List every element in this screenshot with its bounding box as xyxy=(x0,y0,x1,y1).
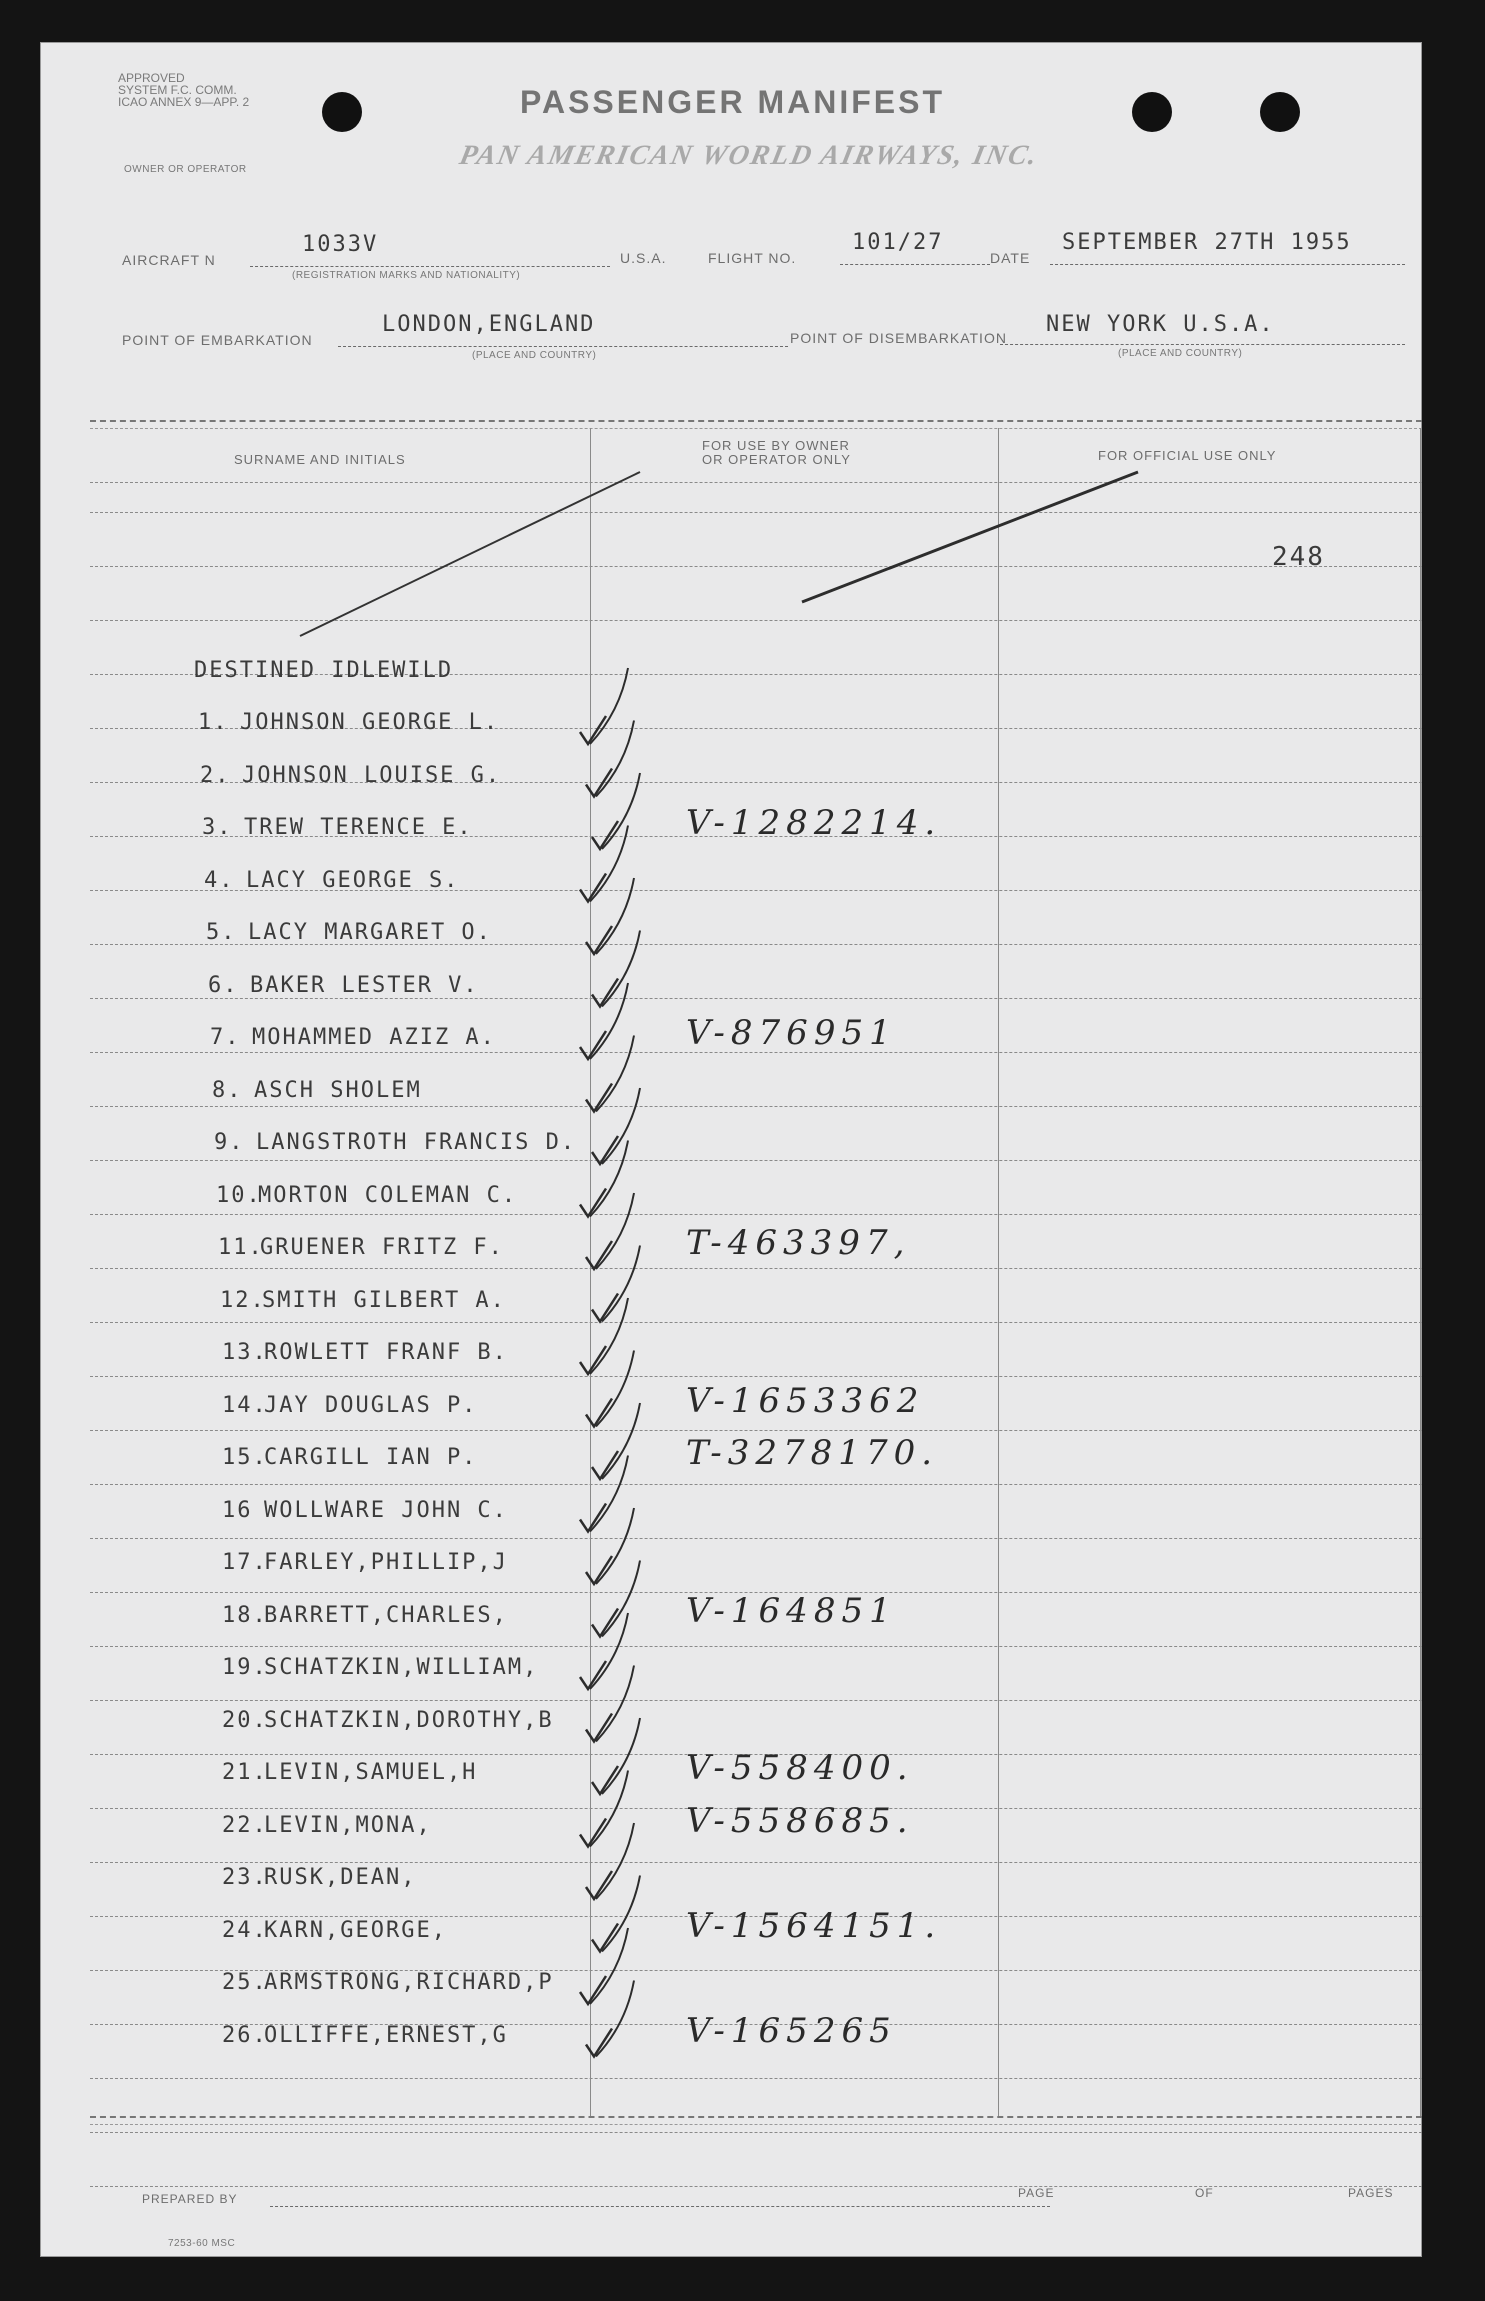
column-header-surname: SURNAME AND INITIALS xyxy=(234,452,406,467)
passenger-number: 13. xyxy=(222,1340,268,1365)
column-divider-1 xyxy=(590,428,591,2118)
aircraft-value: 1033V xyxy=(302,232,379,257)
row-rule xyxy=(90,512,1422,513)
visa-number-note: V-558400. xyxy=(686,1748,914,1788)
row-rule xyxy=(90,1646,1422,1647)
pages-label: PAGES xyxy=(1348,2186,1394,2200)
row-rule xyxy=(90,1160,1422,1161)
check-mark xyxy=(592,1609,618,1637)
date-underline xyxy=(1050,264,1405,265)
punch-hole-left xyxy=(322,92,362,132)
table-top-rule xyxy=(90,420,1422,422)
check-mark xyxy=(592,1766,618,1794)
passenger-number: 17. xyxy=(222,1550,268,1575)
row-rule xyxy=(90,2078,1422,2079)
passenger-name: FARLEY,PHILLIP,J xyxy=(264,1550,508,1575)
passenger-name: RUSK,DEAN, xyxy=(264,1865,417,1890)
header-bottom-rule xyxy=(90,482,1422,483)
pen-stroke xyxy=(596,1193,634,1269)
row-rule xyxy=(90,1484,1422,1485)
column-header-owner-1: FOR USE BY OWNER xyxy=(702,438,850,453)
passenger-number: 15. xyxy=(222,1445,268,1470)
pen-stroke xyxy=(602,1246,640,1322)
manifest-sheet xyxy=(40,42,1422,2257)
passenger-name: WOLLWARE JOHN C. xyxy=(264,1497,508,1523)
visa-number-note: V-1564151. xyxy=(686,1905,942,1946)
passenger-number: 9. xyxy=(214,1130,245,1155)
table-top-rule-2 xyxy=(90,428,1422,429)
pen-stroke xyxy=(602,931,640,1007)
check-mark xyxy=(592,821,618,849)
passenger-number: 12. xyxy=(220,1287,266,1313)
row-rule xyxy=(90,566,1422,567)
row-rule xyxy=(90,998,1422,999)
passenger-name: ROWLETT FRANF B. xyxy=(264,1340,508,1365)
destination-note: DESTINED IDLEWILD xyxy=(194,658,454,683)
column-header-owner-2: OR OPERATOR ONLY xyxy=(702,452,851,467)
passenger-number: 18. xyxy=(222,1602,268,1628)
passenger-name: SCHATZKIN,DOROTHY,B xyxy=(264,1707,554,1733)
passenger-name: LEVIN,SAMUEL,H xyxy=(264,1760,478,1785)
check-mark xyxy=(580,716,606,744)
approval-stamp xyxy=(118,72,249,108)
visa-number-note: V-164851 xyxy=(686,1590,897,1631)
punch-hole-right-1 xyxy=(1132,92,1172,132)
row-rule xyxy=(90,1376,1422,1377)
embarkation-underline xyxy=(338,346,788,347)
passenger-number: 20. xyxy=(222,1707,268,1733)
passenger-name: JAY DOUGLAS P. xyxy=(264,1392,478,1418)
check-mark xyxy=(580,1031,606,1059)
visa-number-note: V-558685. xyxy=(686,1800,914,1841)
row-rule xyxy=(90,2132,1422,2133)
country-label: U.S.A. xyxy=(620,250,667,266)
date-label: DATE xyxy=(990,250,1031,266)
passenger-number: 23. xyxy=(222,1865,268,1890)
check-mark xyxy=(580,1819,606,1847)
disembarkation-label: POINT OF DISEMBARKATION xyxy=(790,330,1007,346)
visa-number-note: V-1282214. xyxy=(686,803,942,843)
pen-stroke xyxy=(596,1036,634,1112)
pen-stroke xyxy=(590,668,628,744)
passenger-name: ASCH SHOLEM xyxy=(254,1077,422,1103)
passenger-number: 16 xyxy=(222,1497,253,1523)
passenger-name: LACY GEORGE S. xyxy=(246,867,460,893)
footer-rule-2 xyxy=(90,2124,1422,2125)
row-rule xyxy=(90,2186,1422,2187)
aircraft-underline xyxy=(250,266,610,267)
visa-number-note: V-1653362 xyxy=(686,1380,925,1421)
row-rule xyxy=(90,1430,1422,1431)
row-rule xyxy=(90,1862,1422,1863)
passenger-name: LANGSTROTH FRANCIS D. xyxy=(256,1130,577,1155)
passenger-name: BARRETT,CHARLES, xyxy=(264,1602,508,1628)
approved-line-2: SYSTEM F.C. COMM. xyxy=(118,83,237,97)
check-mark xyxy=(580,1346,606,1374)
approved-line-3: ICAO ANNEX 9—APP. 2 xyxy=(118,95,250,109)
check-mark xyxy=(580,1504,606,1532)
check-mark xyxy=(592,1294,618,1322)
check-mark xyxy=(592,1924,618,1952)
passenger-name: MORTON COLEMAN C. xyxy=(258,1182,518,1208)
disembarkation-value: NEW YORK U.S.A. xyxy=(1046,312,1275,337)
of-label: OF xyxy=(1195,2186,1214,2200)
row-rule xyxy=(90,1322,1422,1323)
visa-number-note: V-165265 xyxy=(686,2010,897,2051)
approved-line-1: APPROVED xyxy=(118,71,185,85)
check-mark xyxy=(580,874,606,902)
pen-stroke xyxy=(596,1666,634,1742)
pen-stroke xyxy=(596,1981,634,2057)
passenger-name: CARGILL IAN P. xyxy=(264,1445,478,1470)
visa-number-note: T-463397, xyxy=(686,1223,911,1263)
pen-stroke xyxy=(596,1508,634,1584)
embarkation-label: POINT OF EMBARKATION xyxy=(122,332,313,348)
official-number: 248 xyxy=(1272,542,1325,572)
row-rule xyxy=(90,1700,1422,1701)
check-marks xyxy=(580,668,640,2057)
pen-stroke xyxy=(602,1561,640,1637)
date-value: SEPTEMBER 27TH 1955 xyxy=(1062,230,1352,255)
passenger-name: ARMSTRONG,RICHARD,P xyxy=(264,1970,554,1995)
page-title: PASSENGER MANIFEST xyxy=(520,84,945,120)
pen-stroke xyxy=(602,1403,640,1479)
passenger-name: JOHNSON GEORGE L. xyxy=(240,710,500,735)
aircraft-label: AIRCRAFT N xyxy=(122,252,216,268)
passenger-name: LACY MARGARET O. xyxy=(248,920,492,945)
passenger-number: 19. xyxy=(222,1655,268,1680)
disembarkation-caption: (PLACE AND COUNTRY) xyxy=(1118,348,1243,359)
column-divider-right xyxy=(1420,428,1421,2118)
passenger-name: SCHATZKIN,WILLIAM, xyxy=(264,1655,539,1680)
passenger-number: 22. xyxy=(222,1812,268,1838)
pen-stroke xyxy=(602,773,640,849)
passenger-name: JOHNSON LOUISE G. xyxy=(242,762,502,788)
passenger-name: GRUENER FRITZ F. xyxy=(260,1235,504,1260)
embarkation-caption: (PLACE AND COUNTRY) xyxy=(472,350,597,361)
passenger-number: 6. xyxy=(208,972,239,998)
pen-stroke xyxy=(590,1141,628,1217)
passenger-number: 3. xyxy=(202,815,233,840)
pen-stroke xyxy=(590,1298,628,1374)
row-rule xyxy=(90,1106,1422,1107)
passenger-number: 5. xyxy=(206,920,237,945)
pen-stroke xyxy=(590,1456,628,1532)
punch-hole-right-2 xyxy=(1260,92,1300,132)
passenger-number: 24. xyxy=(222,1917,268,1943)
check-mark xyxy=(592,1451,618,1479)
form-code: 7253-60 MSC xyxy=(168,2238,236,2249)
row-rule xyxy=(90,1538,1422,1539)
visa-number-note: V-876951 xyxy=(686,1013,897,1053)
footer-rule-1 xyxy=(90,2116,1422,2118)
column-header-official: FOR OFFICIAL USE ONLY xyxy=(1098,448,1277,463)
passenger-name: LEVIN,MONA, xyxy=(264,1812,432,1838)
pen-stroke xyxy=(602,1876,640,1952)
registration-caption: (REGISTRATION MARKS AND NATIONALITY) xyxy=(292,270,521,281)
pen-stroke xyxy=(590,1613,628,1689)
passenger-number: 11. xyxy=(218,1235,264,1260)
disembarkation-underline xyxy=(1000,344,1405,345)
passenger-number: 2. xyxy=(200,762,231,788)
column-divider-2 xyxy=(998,428,999,2118)
check-mark xyxy=(592,979,618,1007)
passenger-number: 14. xyxy=(222,1392,268,1418)
page-label: PAGE xyxy=(1018,2186,1055,2200)
row-rule xyxy=(90,1268,1422,1269)
check-mark xyxy=(580,1661,606,1689)
prepared-by-label: PREPARED BY xyxy=(142,2192,238,2206)
passenger-name: MOHAMMED AZIZ A. xyxy=(252,1025,496,1050)
prepared-by-line xyxy=(270,2206,1050,2207)
passenger-number: 7. xyxy=(210,1025,241,1050)
pen-stroke xyxy=(596,721,634,797)
passenger-number: 8. xyxy=(212,1077,243,1103)
visa-number-note: T-3278170. xyxy=(686,1433,939,1473)
passenger-name: OLLIFFE,ERNEST,G xyxy=(264,2022,508,2048)
airline-name: PAN AMERICAN WORLD AIRWAYS, INC. xyxy=(456,140,1042,171)
passenger-number: 25. xyxy=(222,1970,268,1995)
row-rule xyxy=(90,620,1422,621)
passenger-name: SMITH GILBERT A. xyxy=(262,1287,506,1313)
cancel-stroke-right xyxy=(802,472,1138,602)
passenger-number: 21. xyxy=(222,1760,268,1785)
check-mark xyxy=(580,1189,606,1217)
pen-stroke xyxy=(590,983,628,1059)
passenger-number: 1. xyxy=(198,710,229,735)
flight-underline xyxy=(840,264,990,265)
pen-stroke xyxy=(596,1351,634,1427)
row-rule xyxy=(90,1214,1422,1215)
passenger-name: BAKER LESTER V. xyxy=(250,972,479,998)
pen-stroke xyxy=(596,1823,634,1899)
passenger-name: KARN,GEORGE, xyxy=(264,1917,447,1943)
pen-stroke xyxy=(590,1928,628,2004)
pen-stroke xyxy=(602,1718,640,1794)
owner-operator-label: OWNER OR OPERATOR xyxy=(124,164,247,175)
cancel-stroke-left xyxy=(300,472,640,636)
flight-label: FLIGHT NO. xyxy=(708,250,797,266)
passenger-name: TREW TERENCE E. xyxy=(244,815,473,840)
embarkation-value: LONDON,ENGLAND xyxy=(382,312,596,337)
flight-value: 101/27 xyxy=(852,230,944,255)
check-mark xyxy=(580,1976,606,2004)
pen-stroke xyxy=(602,1088,640,1164)
passenger-number: 26. xyxy=(222,2022,268,2048)
passenger-number: 10. xyxy=(216,1182,262,1208)
passenger-number: 4. xyxy=(204,867,235,893)
